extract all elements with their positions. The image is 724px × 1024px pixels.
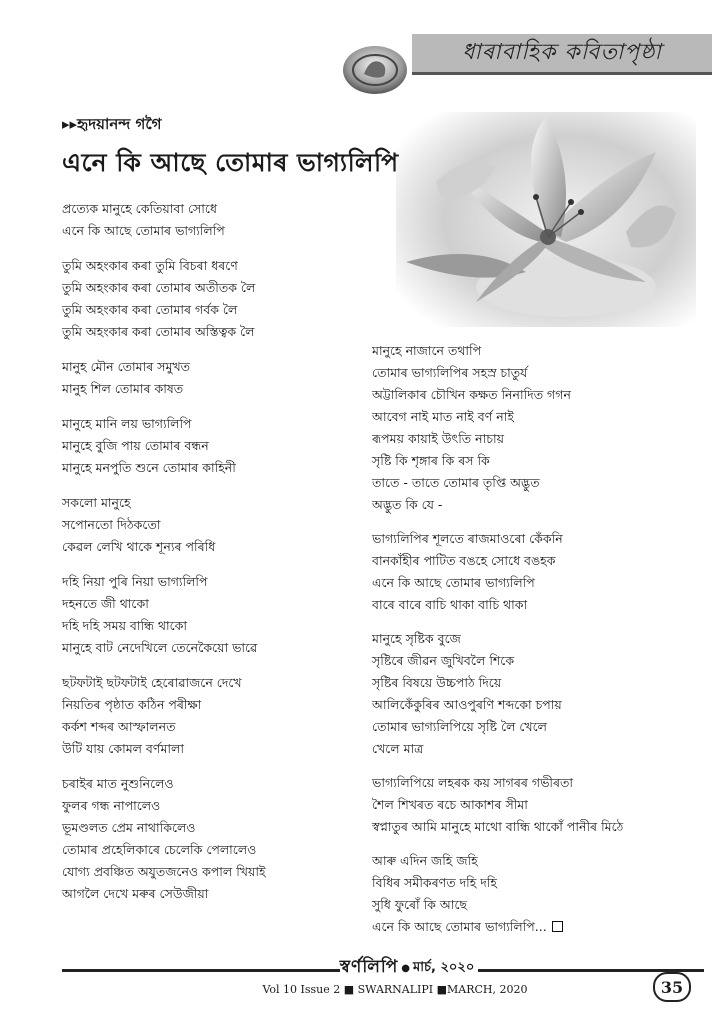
poem-line-text: কৰ্কশ শব্দৰ আস্ফালনত: [62, 719, 176, 734]
poem-line: [372, 794, 702, 816]
section-banner: [412, 34, 712, 75]
poem-line: [62, 637, 382, 659]
poem-line: [62, 356, 382, 378]
poem-line-text: এনে কি আছে তোমাৰ ভাগ্যলিপি: [62, 223, 225, 238]
poem-line-text: যোগ্য প্ৰবঞ্চিত অযুতজনেও কপাল খিয়াই: [62, 864, 266, 879]
poem-line: [372, 384, 702, 406]
stanza: [372, 528, 702, 616]
poem-line: [62, 571, 382, 593]
poem-line: [372, 916, 702, 938]
poem-line-text: শৈল শিখৰত ৰচে আকাশৰ সীমা: [372, 797, 528, 812]
poem-line: [62, 861, 382, 883]
poem-line-text: অট্টালিকাৰ চৌখিন কক্ষত নিনাদিত গগন: [372, 387, 571, 402]
poem-line: [62, 738, 382, 760]
poem-line-text: ভাগ্যলিপিৰ শূলতে ৰাজমাওৰো কেঁকনি: [372, 531, 563, 546]
stanza: [62, 773, 382, 905]
poem-line: [372, 494, 702, 516]
poem-line-text: সপোনতো দিঠকতো: [62, 517, 161, 532]
poem-line: [372, 428, 702, 450]
poem-line-text: তোমাৰ ভাগ্যলিপিৰ সহস্ৰ চাতুৰ্য: [372, 365, 528, 380]
poem-line: [372, 872, 702, 894]
emblem-image: [340, 44, 410, 96]
poem-line-text: উটি যায় কোমল বৰ্ণমালা: [62, 741, 184, 756]
poem-line-text: তুমি অহংকাৰ কৰা তুমি বিচৰা ধৰণে: [62, 258, 238, 273]
poem-line: [372, 650, 702, 672]
poem-line-text: বিধিৰ সমীকৰণত দহি দহি: [372, 875, 497, 890]
stanza: [372, 850, 702, 938]
poem-line: [62, 536, 382, 558]
poem-line-text: সৃষ্টিৰ বিষয়ে উচ্চপাঠ দিয়ে: [372, 675, 502, 690]
stanza: [62, 255, 382, 343]
poem-line: [62, 492, 382, 514]
poem-line-text: অদ্ভুত কি যে -: [372, 497, 443, 512]
poem-line-text: ফুলৰ গন্ধ নাপালেও: [62, 798, 161, 813]
author-name: ▸▸হৃদয়ানন্দ গগৈ: [62, 115, 162, 133]
footer-date: মাৰ্চ, ২০২০: [413, 959, 475, 975]
poem-line-text: মানুহে বুজি পায় তোমাৰ বন্ধন: [62, 438, 209, 453]
poem-line-text: মানুহ মৌন তোমাৰ সমুখত: [62, 359, 191, 374]
footer-divider-left: [62, 969, 340, 972]
poem-line-text: বানকাঁহীৰ পাটিত বঙহে সোধে বঙহক: [372, 553, 556, 568]
stanza: [62, 571, 382, 659]
footer-separator: ●: [401, 962, 410, 974]
poem-line-text: খেলে মাত্ৰ: [372, 741, 424, 756]
poem-line-text: দহি নিয়া পুৰি নিয়া ভাগ্যলিপি: [62, 574, 208, 589]
poem-line-text: প্ৰত্যেক মানুহে কেতিয়াবা সোধে: [62, 201, 217, 216]
poem-line: [62, 413, 382, 435]
poem-line: [372, 594, 702, 616]
poem-line: [62, 378, 382, 400]
poem-line: [372, 550, 702, 572]
footer-brand: [338, 956, 476, 980]
poem-line-text: সৃষ্টিৰে জীৱন জুখিবলৈ শিকে: [372, 653, 515, 668]
poem-line-text: এনে কি আছে তোমাৰ ভাগ্যলিপি...: [372, 919, 547, 934]
poem-line-text: মানুহে মনপুতি শুনে তোমাৰ কাহিনী: [62, 460, 236, 475]
stanza: [372, 340, 702, 516]
poem-line-text: মানুহে সৃষ্টিক বুজে: [372, 631, 461, 646]
poem-line: [62, 299, 382, 321]
poem-line-text: আৰু এদিন জহি জহি: [372, 853, 478, 868]
poem-line-text: তাতে - তাতে তোমাৰ তৃপ্তি অদ্ভুত: [372, 475, 540, 490]
poem-line: [372, 694, 702, 716]
poem-line: [62, 435, 382, 457]
poem-line: [372, 894, 702, 916]
poem-line: [372, 340, 702, 362]
poem-line: [372, 450, 702, 472]
poem-line-text: তোমাৰ প্ৰহেলিকাৰে চেলেকি পেলালেও: [62, 842, 257, 857]
stanza: [62, 672, 382, 760]
poem-line: [62, 615, 382, 637]
poem-line-text: তুমি অহংকাৰ কৰা তোমাৰ অস্তিত্বক লৈ: [62, 324, 255, 339]
page-number: 35: [653, 972, 691, 1002]
poem-line: [62, 773, 382, 795]
poem-line-text: ভূমণ্ডলত প্ৰেম নাথাকিলেও: [62, 820, 196, 835]
poem-line-text: বাৰে বাৰে বাচি থাকা বাচি থাকা: [372, 597, 528, 612]
poem-line: [62, 198, 382, 220]
poem-line-text: মানুহ শিল তোমাৰ কাষত: [62, 381, 184, 396]
poem-line-text: ভাগ্যলিপিয়ে লহৰক কয় সাগৰৰ গভীৰতা: [372, 775, 574, 790]
poem-line-text: এনে কি আছে তোমাৰ ভাগ্যলিপি: [372, 575, 535, 590]
poem-left-column: [62, 198, 382, 918]
section-banner-text: ধাৰাবাহিক কবিতাপৃষ্ঠা: [462, 39, 662, 65]
poem-line: [62, 883, 382, 905]
poem-line: [62, 277, 382, 299]
poem-line-text: ছটফটাই ছটফটাই হেৰোৱাজনে দেখে: [62, 675, 242, 690]
magazine-logo: স্বৰ্ণলিপি: [339, 957, 399, 977]
poem-title: এনে কি আছে তোমাৰ ভাগ্যলিপি: [62, 148, 399, 177]
poem-line-text: চৰাইৰ মাত নুশুনিলেও: [62, 776, 174, 791]
poem-line-text: ৰূপময় কায়াই উৎতি নাচায়: [372, 431, 504, 446]
poem-line: [62, 457, 382, 479]
poem-line: [62, 716, 382, 738]
poem-line: [62, 255, 382, 277]
poem-line-text: কেৱল লেখি থাকে শূন্যৰ পৰিধি: [62, 539, 216, 554]
poem-line: [372, 850, 702, 872]
poem-line-text: স্বপ্নাতুৰ আমি মানুহে মাথো বান্ধি থাকোঁ পানীৰ মিঠে: [372, 819, 624, 834]
issue-info: Vol 10 Issue 2 ■ SWARNALIPI ■MARCH, 2020: [262, 983, 528, 996]
stanza: [62, 198, 382, 242]
poem-line-text: সকলো মানুহে: [62, 495, 131, 510]
poem-line: [62, 321, 382, 343]
poem-line-text: দহি দহি সময় বান্ধি থাকো: [62, 618, 188, 633]
poem-line: [372, 362, 702, 384]
poem-line: [372, 672, 702, 694]
poem-line: [372, 472, 702, 494]
stanza: [372, 628, 702, 760]
poem-line: [62, 220, 382, 242]
poem-line: [62, 817, 382, 839]
poem-line: [372, 772, 702, 794]
poem-line-text: আলিকেঁকুৰিৰ আওপুৰণি শব্দকো চপায়: [372, 697, 562, 712]
poem-line: [372, 738, 702, 760]
poem-line-text: তোমাৰ ভাগ্যলিপিয়ে সৃষ্টি লৈ খেলে: [372, 719, 547, 734]
lily-flower-illustration: [396, 112, 696, 327]
poem-line: [62, 672, 382, 694]
poem-line-text: সৃষ্টি কি শৃঙ্গাৰ কি ৰস কি: [372, 453, 490, 468]
poem-line-text: মানুহে মানি লয় ভাগ্যলিপি: [62, 416, 192, 431]
poem-right-column: [372, 340, 702, 950]
poem-line-text: সুধি ফুৰোঁ কি আছে: [372, 897, 468, 912]
end-mark-icon: [552, 921, 563, 932]
poem-line-text: মানুহে বাট নেদেখিলে তেনেকৈয়ো ভাৱে: [62, 640, 258, 655]
poem-line: [62, 514, 382, 536]
poem-line: [62, 839, 382, 861]
stanza: [62, 492, 382, 558]
poem-line: [62, 795, 382, 817]
poem-line-text: তুমি অহংকাৰ কৰা তোমাৰ গৰ্বক লৈ: [62, 302, 238, 317]
stanza: [372, 772, 702, 838]
poem-line: [372, 406, 702, 428]
poem-line: [372, 572, 702, 594]
poem-line-text: মানুহে নাজানে তথাপি: [372, 343, 482, 358]
poem-line: [372, 816, 702, 838]
poem-line-text: দহনতে জী থাকো: [62, 596, 149, 611]
poem-line: [62, 593, 382, 615]
poem-line: [372, 528, 702, 550]
poem-line-text: আগলৈ দেখে মৰুৰ সেউজীয়া: [62, 886, 209, 901]
stanza: [62, 356, 382, 400]
poem-line: [372, 628, 702, 650]
poem-line: [372, 716, 702, 738]
stanza: [62, 413, 382, 479]
poem-line-text: তুমি অহংকাৰ কৰা তোমাৰ অতীতক লৈ: [62, 280, 256, 295]
poem-line-text: নিয়তিৰ পৃষ্ঠাত কঠিন পৰীক্ষা: [62, 697, 202, 712]
poem-line: [62, 694, 382, 716]
poem-line-text: আবেগ নাই মাত নাই বৰ্ণ নাই: [372, 409, 514, 424]
